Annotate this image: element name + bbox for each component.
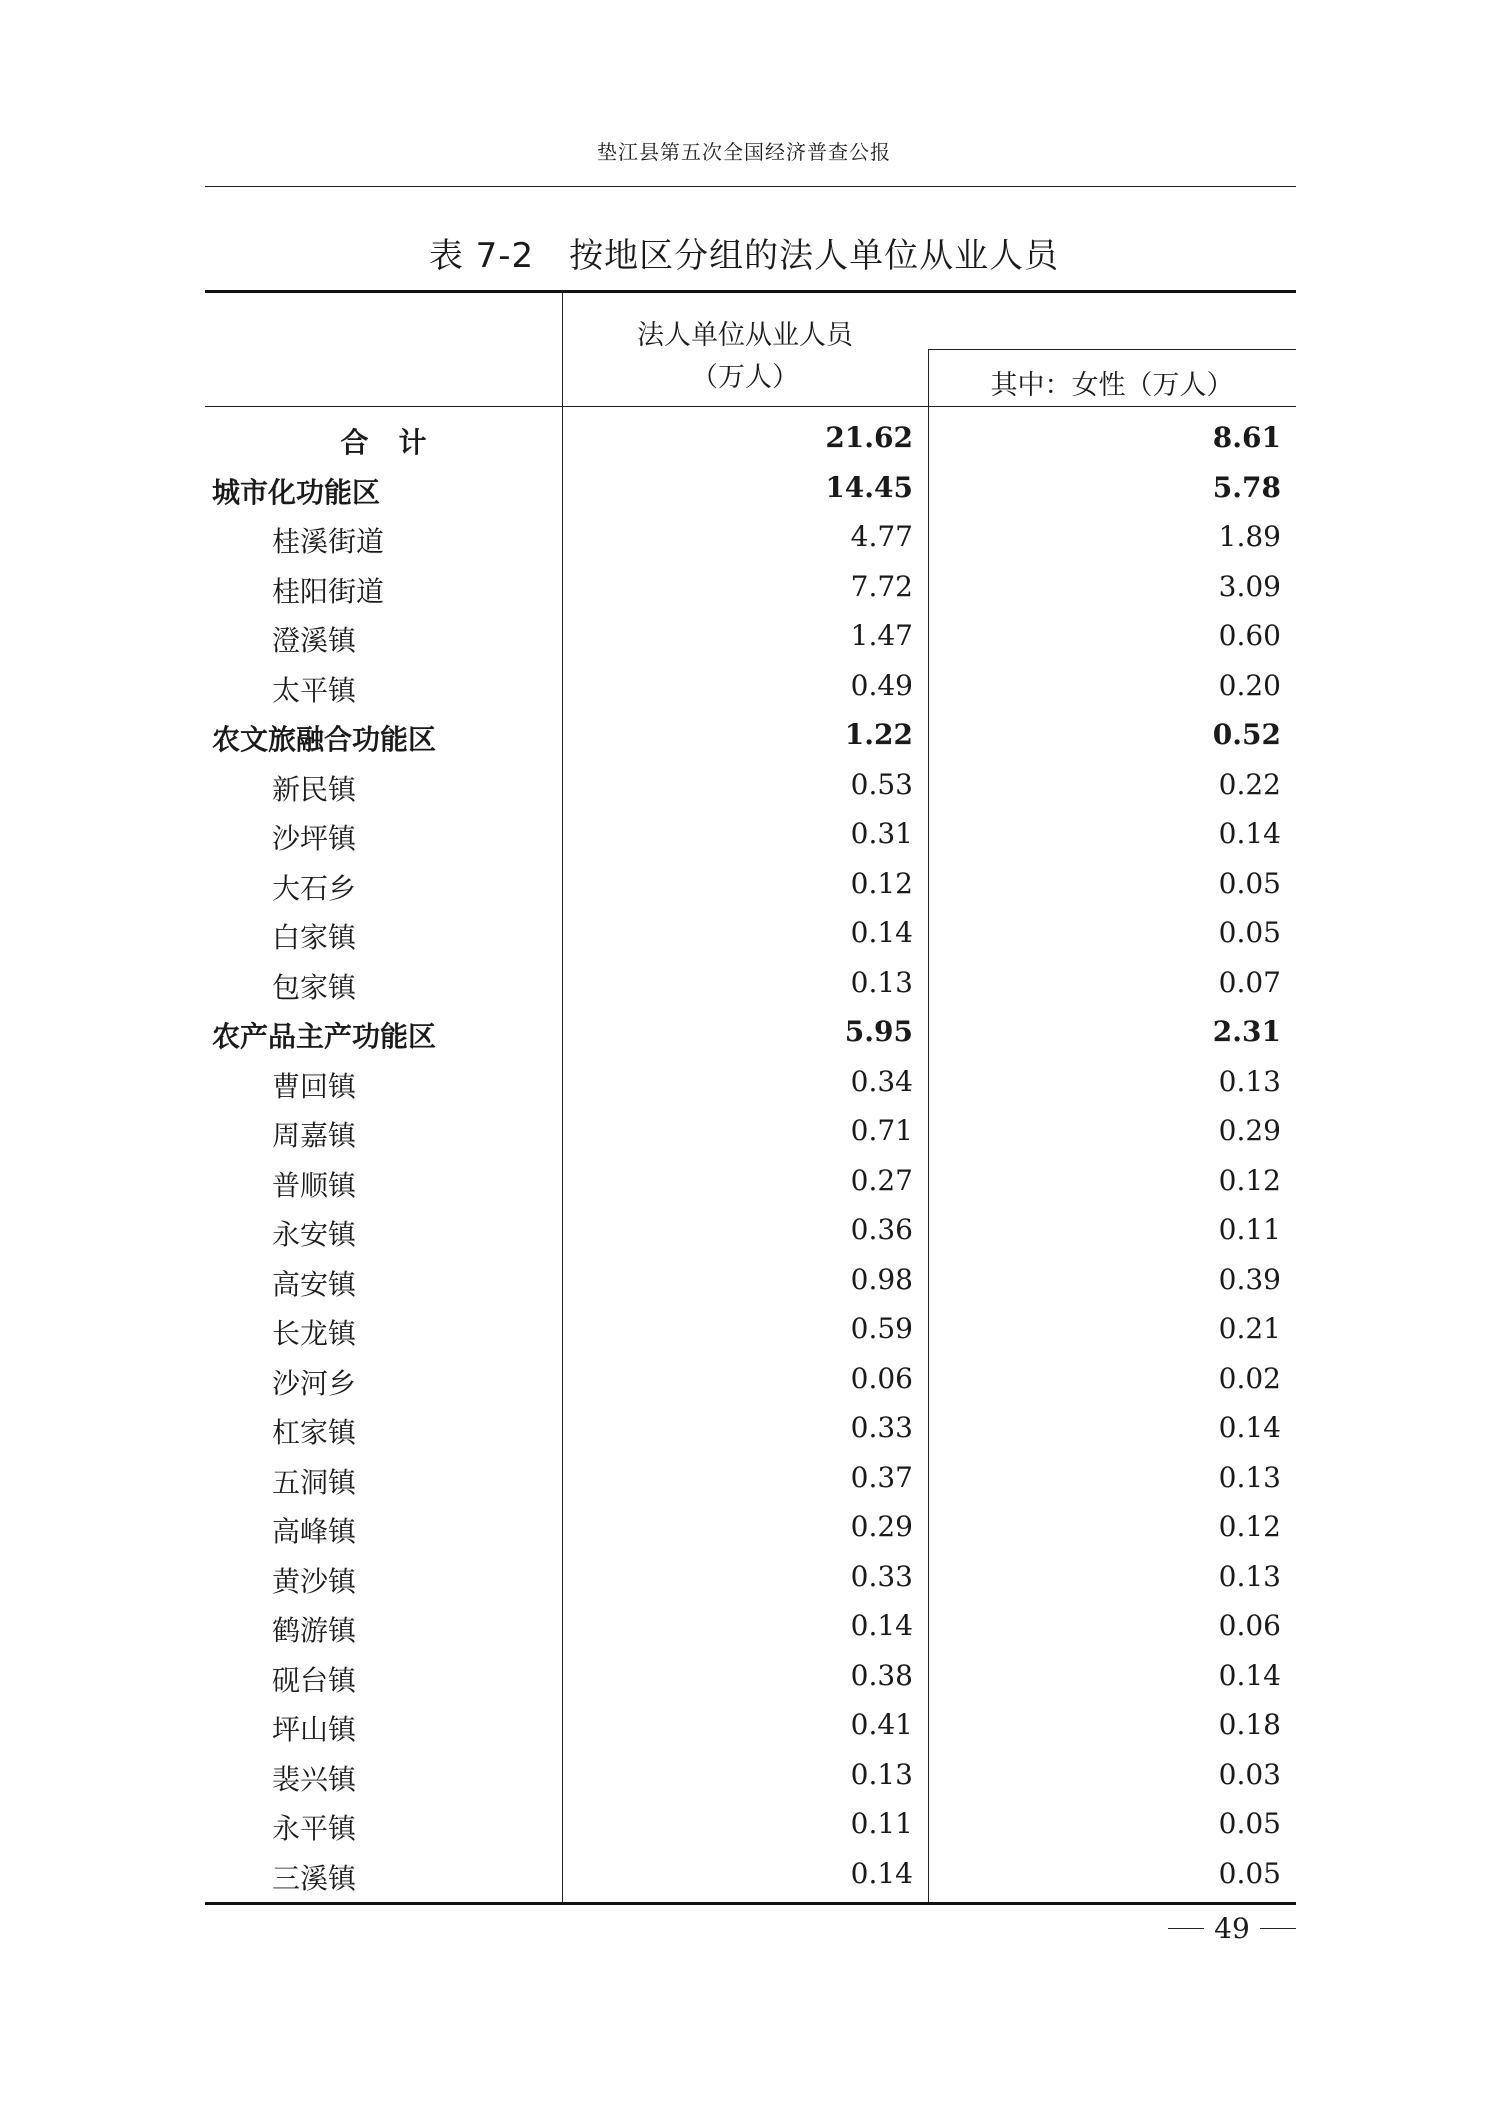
- region-name: 高峰镇: [272, 1515, 357, 1548]
- region-name: 五洞镇: [272, 1465, 357, 1499]
- region-name: 黄沙镇: [272, 1564, 357, 1598]
- table-row: [205, 1255, 1296, 1305]
- page-number: [1168, 1912, 1296, 1945]
- table-row: [205, 1057, 1296, 1107]
- table-row: [205, 1601, 1296, 1651]
- table-header: [205, 293, 1296, 407]
- region-name: 白家镇: [272, 921, 357, 954]
- female-value: 0.03: [1218, 1757, 1281, 1791]
- region-name: 农产品主产功能区: [212, 1020, 437, 1053]
- table-row: [205, 1502, 1296, 1552]
- female-value: 0.39: [1218, 1262, 1281, 1296]
- female-value: 0.07: [1218, 965, 1281, 999]
- table-row: [205, 958, 1296, 1008]
- female-value: 0.20: [1218, 668, 1281, 702]
- table-row: [205, 1354, 1296, 1404]
- table-bottom-rule: [205, 1902, 1296, 1905]
- table-title: 表 7-2 按地区分组的法人单位从业人员: [428, 236, 1060, 276]
- table-row: [205, 1403, 1296, 1453]
- female-value: 0.05: [1218, 1807, 1281, 1840]
- table-row: [205, 809, 1296, 859]
- female-value: 0.14: [1218, 817, 1281, 850]
- female-value: 0.05: [1218, 916, 1281, 949]
- table-row: [205, 1007, 1296, 1057]
- female-value: 0.11: [1218, 1213, 1281, 1246]
- region-name: 裴兴镇: [272, 1762, 357, 1796]
- table-row: [205, 1205, 1296, 1255]
- table-row: [205, 1304, 1296, 1354]
- female-value: 3.09: [1218, 569, 1281, 603]
- employees-value: 0.14: [850, 916, 913, 949]
- table-row: [205, 661, 1296, 711]
- female-value: 0.18: [1218, 1708, 1281, 1741]
- female-value: 0.21: [1218, 1312, 1281, 1345]
- employees-value: 0.36: [850, 1213, 913, 1246]
- employees-value: 0.98: [850, 1262, 913, 1296]
- female-value: 0.14: [1218, 1411, 1281, 1444]
- region-name: 农文旅融合功能区: [212, 723, 437, 756]
- employees-value: 0.71: [850, 1114, 913, 1147]
- region-name: 新民镇: [272, 772, 357, 806]
- region-name: 鹤游镇: [272, 1614, 357, 1647]
- table-row: [205, 1700, 1296, 1750]
- region-name: 长龙镇: [272, 1317, 357, 1350]
- employees-value: 7.72: [850, 569, 913, 603]
- employees-value: 0.12: [850, 866, 913, 900]
- region-name: 杠家镇: [272, 1416, 357, 1449]
- header-employees-unit: （万人）: [691, 362, 799, 393]
- female-value: 0.05: [1218, 1856, 1281, 1890]
- employees-value: 0.49: [850, 668, 913, 702]
- employees-value: 0.14: [850, 1609, 913, 1642]
- table-row: [205, 463, 1296, 513]
- region-name: 桂阳街道: [272, 574, 385, 608]
- employees-value: 0.53: [850, 767, 913, 801]
- employees-value: 4.77: [850, 520, 913, 553]
- table-row: [205, 413, 1296, 463]
- region-name: 周嘉镇: [272, 1119, 357, 1152]
- employees-value: 21.62: [825, 421, 913, 454]
- female-value: 2.31: [1212, 1015, 1281, 1048]
- employees-value: 14.45: [825, 470, 913, 504]
- table-row: [205, 710, 1296, 760]
- region-name: 高安镇: [272, 1267, 357, 1301]
- region-name: 沙河乡: [272, 1366, 357, 1400]
- female-value: 0.22: [1218, 767, 1281, 801]
- region-name: 坪山镇: [272, 1713, 357, 1746]
- table-row: [205, 1552, 1296, 1602]
- region-name: 大石乡: [272, 871, 357, 905]
- employees-value: 0.31: [850, 817, 913, 850]
- female-value: 0.12: [1218, 1163, 1281, 1197]
- female-value: 0.13: [1218, 1064, 1281, 1098]
- employees-value: 0.59: [850, 1312, 913, 1345]
- employees-value: 5.95: [844, 1015, 913, 1048]
- female-value: 1.89: [1218, 520, 1281, 553]
- female-value: 0.60: [1218, 619, 1281, 652]
- header-rule: [205, 186, 1296, 187]
- female-value: 0.13: [1218, 1460, 1281, 1494]
- female-value: 0.13: [1218, 1559, 1281, 1593]
- female-value: 0.02: [1218, 1361, 1281, 1395]
- running-head: 垫江县第五次全国经济普查公报: [597, 140, 891, 164]
- employees-value: 0.29: [850, 1510, 913, 1543]
- region-name: 普顺镇: [272, 1168, 357, 1202]
- header-subdivider: [928, 349, 1296, 350]
- table-row: [205, 1750, 1296, 1800]
- table-row: [205, 908, 1296, 958]
- region-name: 合计: [340, 426, 457, 459]
- table-row: [205, 1156, 1296, 1206]
- header-female-label: 其中：女性（万人）: [990, 370, 1234, 401]
- page-number-dash: [1260, 1928, 1296, 1929]
- employees-value: 0.38: [850, 1658, 913, 1692]
- table-row: [205, 611, 1296, 661]
- employees-value: 0.37: [850, 1460, 913, 1494]
- female-value: 0.52: [1212, 718, 1281, 751]
- table-row: [205, 1106, 1296, 1156]
- region-name: 太平镇: [272, 673, 357, 707]
- region-name: 桂溪街道: [272, 525, 385, 558]
- table-row: [205, 562, 1296, 612]
- region-name: 沙坪镇: [272, 822, 357, 855]
- employees-value: 0.34: [850, 1064, 913, 1098]
- employees-value: 0.41: [850, 1708, 913, 1741]
- female-value: 0.29: [1218, 1114, 1281, 1147]
- employees-value: 0.11: [850, 1807, 913, 1840]
- female-value: 8.61: [1212, 421, 1281, 454]
- female-value: 0.12: [1218, 1510, 1281, 1543]
- table-body: [205, 407, 1296, 1902]
- data-table: [205, 290, 1296, 1905]
- female-value: 0.06: [1218, 1609, 1281, 1642]
- region-name: 城市化功能区: [212, 475, 381, 509]
- female-value: 0.14: [1218, 1658, 1281, 1692]
- table-row: [205, 512, 1296, 562]
- page-number-text: 49: [1214, 1912, 1250, 1945]
- employees-value: 0.14: [850, 1856, 913, 1890]
- employees-value: 0.13: [850, 1757, 913, 1791]
- region-name: 三溪镇: [272, 1861, 357, 1895]
- region-name: 澄溪镇: [272, 624, 357, 657]
- employees-value: 1.22: [844, 718, 913, 751]
- region-name: 曹回镇: [272, 1069, 357, 1103]
- employees-value: 0.33: [850, 1411, 913, 1444]
- region-name: 永安镇: [272, 1218, 357, 1251]
- employees-value: 0.27: [850, 1163, 913, 1197]
- table-row: [205, 1799, 1296, 1849]
- table-row: [205, 1651, 1296, 1701]
- employees-value: 0.33: [850, 1559, 913, 1593]
- region-name: 包家镇: [272, 970, 357, 1004]
- employees-value: 0.13: [850, 965, 913, 999]
- table-row: [205, 859, 1296, 909]
- region-name: 砚台镇: [272, 1663, 357, 1697]
- table-row: [205, 760, 1296, 810]
- header-employees-label: 法人单位从业人员: [637, 320, 853, 351]
- female-value: 5.78: [1212, 470, 1281, 504]
- employees-value: 1.47: [850, 619, 913, 652]
- table-row: [205, 1849, 1296, 1899]
- female-value: 0.05: [1218, 866, 1281, 900]
- page-number-dash: [1168, 1928, 1204, 1929]
- region-name: 永平镇: [272, 1812, 357, 1845]
- table-row: [205, 1453, 1296, 1503]
- employees-value: 0.06: [850, 1361, 913, 1395]
